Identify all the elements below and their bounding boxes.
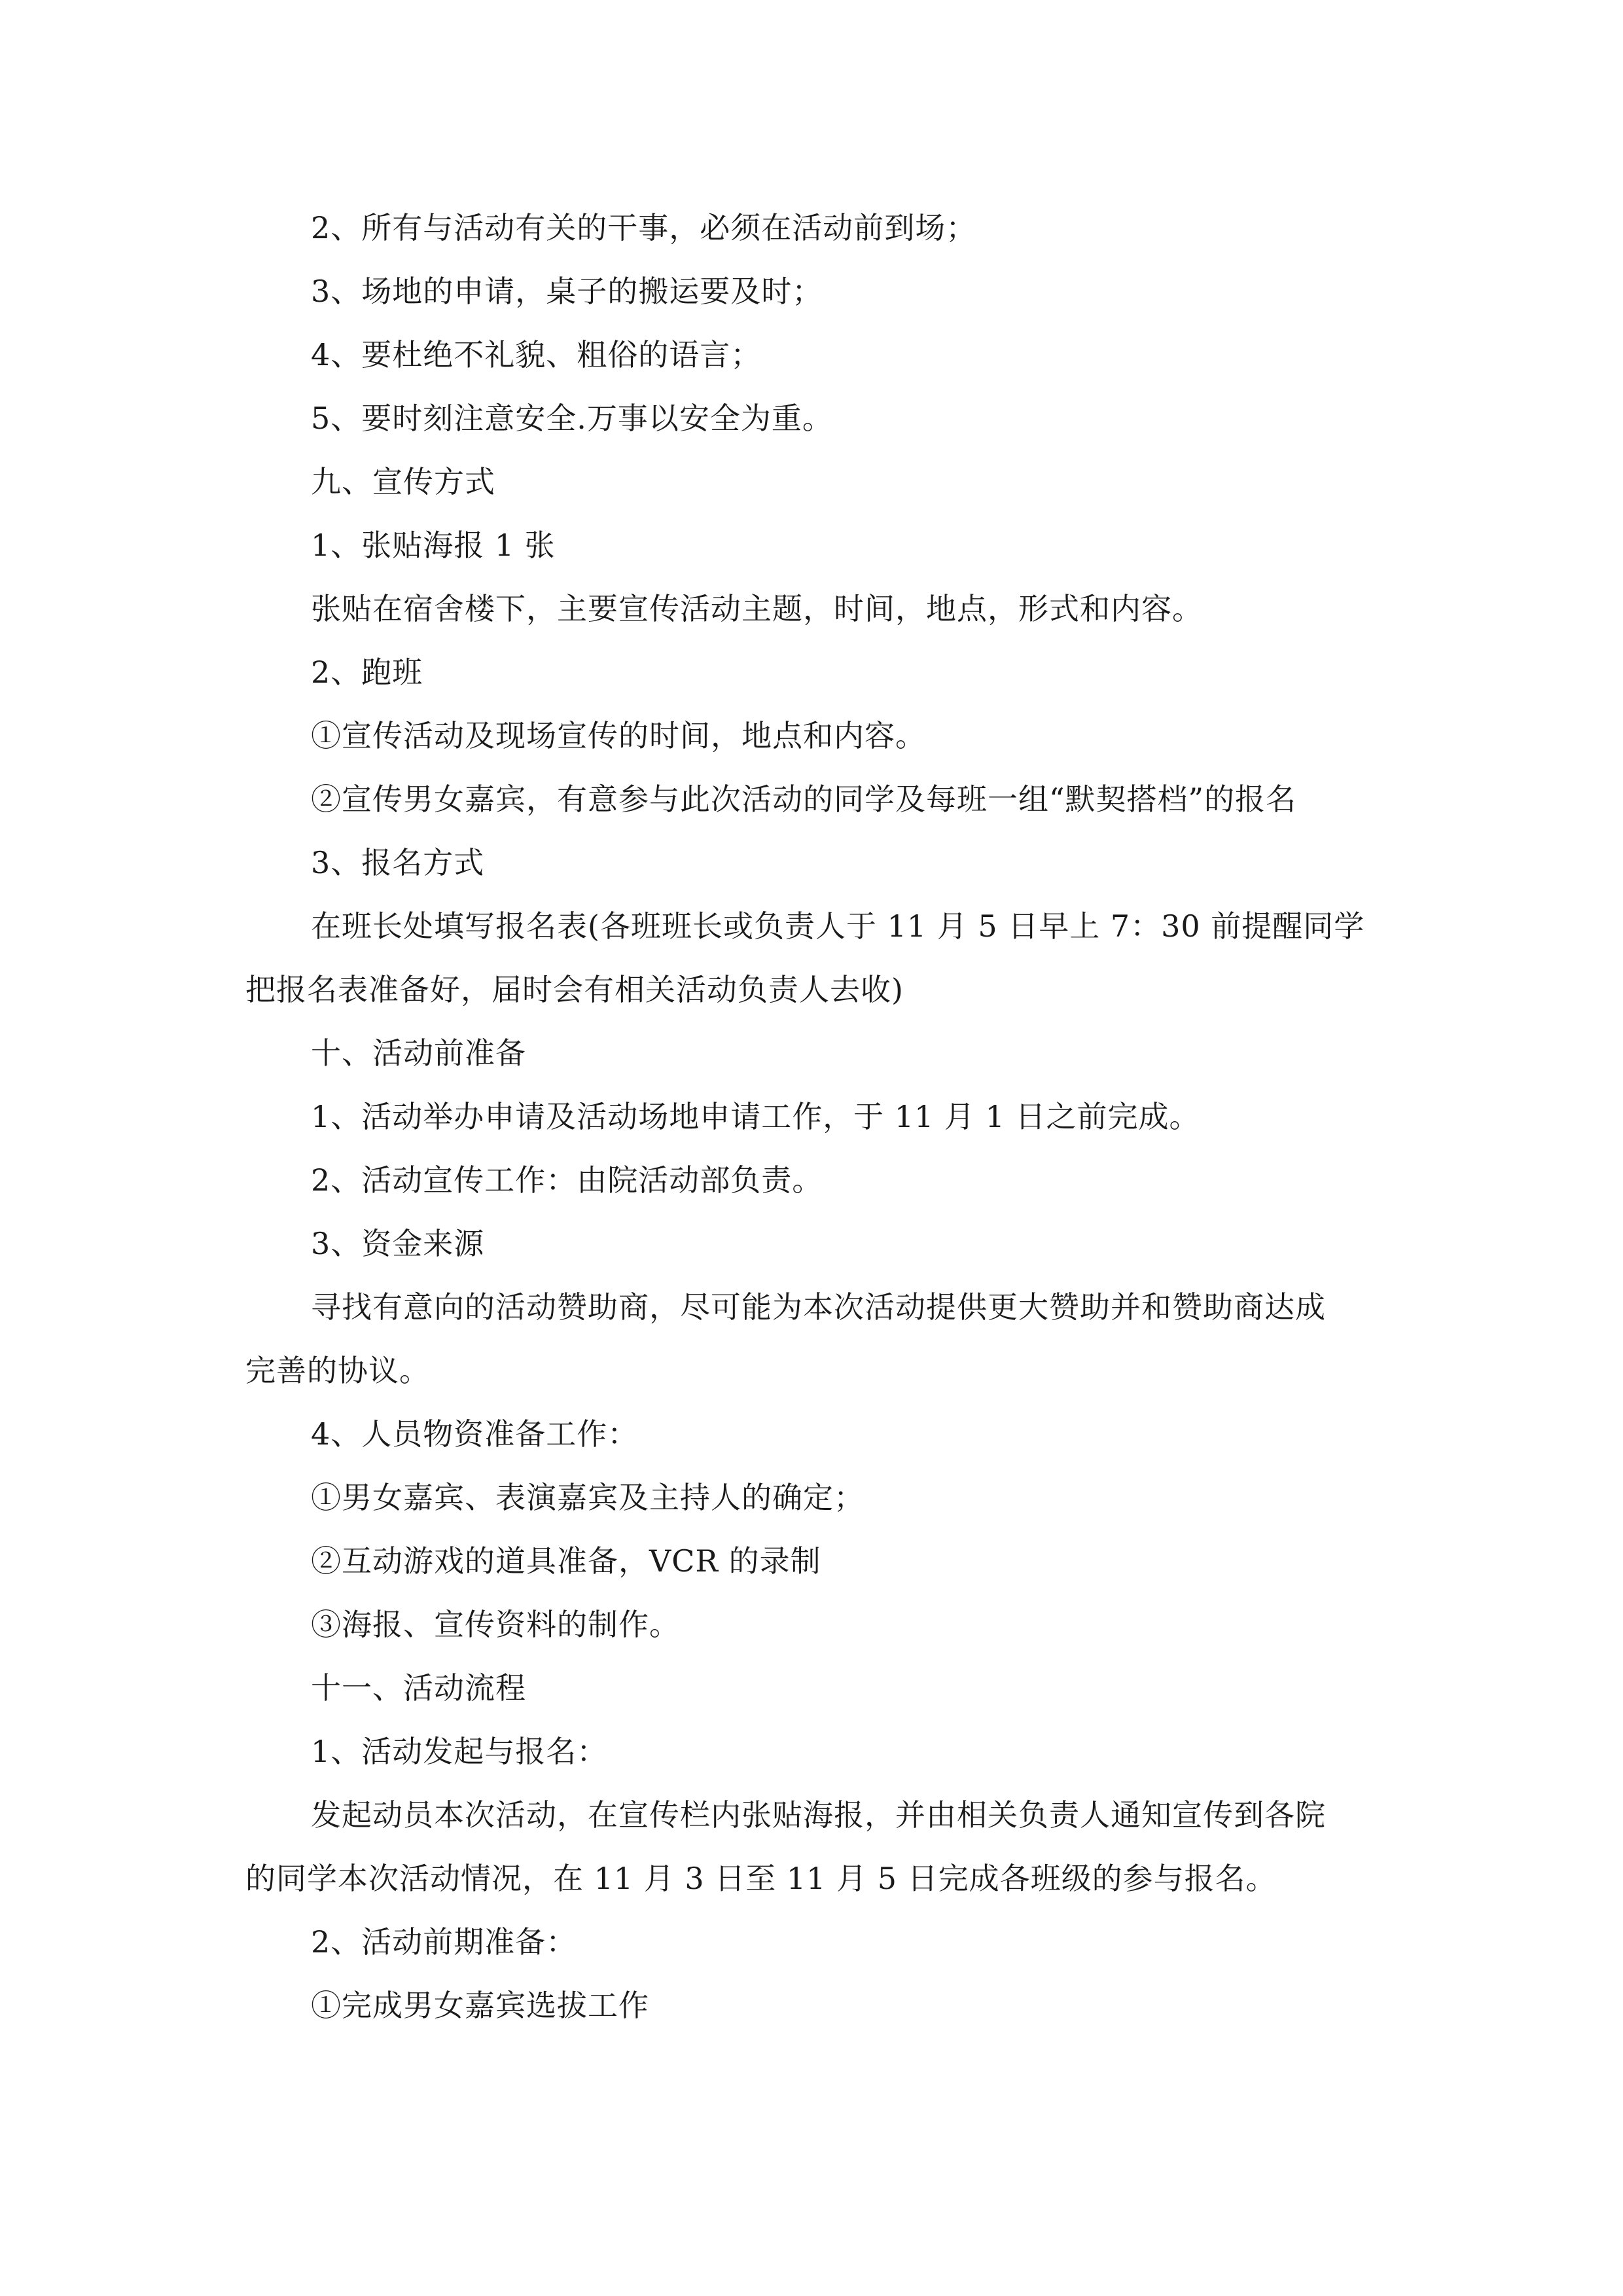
text-line: 3、场地的申请，桌子的搬运要及时；: [311, 274, 823, 309]
text-line: 发起动员本次活动，在宣传栏内张贴海报，并由相关负责人通知宣传到各院: [311, 1797, 1326, 1833]
text-line: 九、宣传方式: [311, 464, 495, 499]
text-line: 十一、活动流程: [311, 1670, 526, 1706]
text-line: 2、跑班: [311, 655, 423, 690]
text-line: 1、活动发起与报名：: [311, 1734, 608, 1769]
text-line: 4、人员物资准备工作：: [311, 1416, 639, 1452]
text-line: 1、张贴海报 1 张: [311, 528, 556, 563]
text-line: 在班长处填写报名表(各班班长或负责人于 11 月 5 日早上 7：30 前提醒同学: [311, 908, 1365, 944]
text-line: 2、所有与活动有关的干事，必须在活动前到场；: [311, 210, 977, 245]
text-line: 5、要时刻注意安全.万事以安全为重。: [311, 401, 833, 436]
text-line: 十、活动前准备: [311, 1035, 526, 1071]
text-line: 的同学本次活动情况，在 11 月 3 日至 11 月 5 日完成各班级的参与报名。: [245, 1861, 1277, 1896]
text-line: 张贴在宿舍楼下，主要宣传活动主题，时间，地点，形式和内容。: [311, 591, 1203, 626]
text-line: 1、活动举办申请及活动场地申请工作，于 11 月 1 日之前完成。: [311, 1099, 1200, 1134]
text-line: 完善的协议。: [245, 1353, 430, 1388]
document-body: [245, 196, 1384, 2037]
text-line: 3、报名方式: [311, 845, 485, 880]
text-line: ②宣传男女嘉宾，有意参与此次活动的同学及每班一组“默契搭档”的报名: [311, 781, 1297, 817]
text-line: ①男女嘉宾、表演嘉宾及主持人的确定；: [311, 1480, 865, 1515]
text-line: 把报名表准备好，届时会有相关活动负责人去收): [245, 972, 904, 1007]
text-line: ①完成男女嘉宾选拔工作: [311, 1988, 649, 2023]
text-line: ②互动游戏的道具准备，VCR 的录制: [311, 1543, 821, 1579]
text-line: 4、要杜绝不礼貌、粗俗的语言；: [311, 337, 762, 372]
text-line: 2、活动宣传工作：由院活动部负责。: [311, 1162, 823, 1198]
text-line: ①宣传活动及现场宣传的时间，地点和内容。: [311, 718, 926, 753]
text-line: 寻找有意向的活动赞助商，尽可能为本次活动提供更大赞助并和赞助商达成: [311, 1289, 1326, 1325]
text-line: 2、活动前期准备：: [311, 1924, 577, 1960]
text-line: 3、资金来源: [311, 1226, 485, 1261]
text-line: ③海报、宣传资料的制作。: [311, 1607, 680, 1642]
